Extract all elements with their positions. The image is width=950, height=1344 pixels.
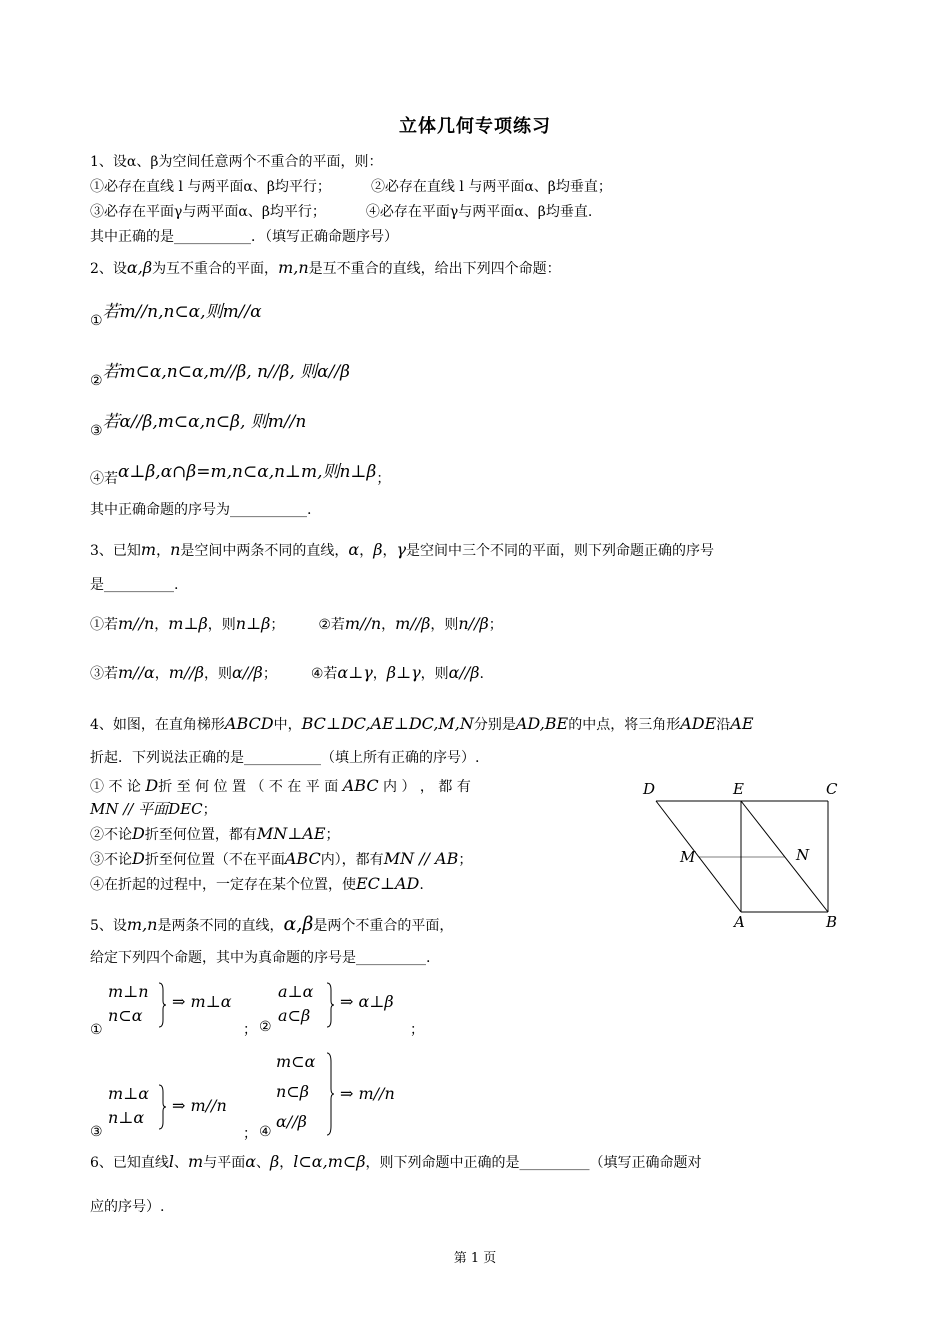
q5-prop-1-number: ①	[90, 1022, 103, 1038]
q3-o2-f: n//β	[458, 614, 489, 633]
q4-condition: BC⊥DC,AE⊥DC,M,N	[301, 714, 474, 733]
q6-text-a: 6、已知直线	[90, 1155, 169, 1171]
q3-o3-a: ③若	[90, 666, 118, 682]
q4-o3-b: 折至何位置（不在平面	[144, 852, 285, 868]
q5-planes: α,β	[283, 913, 314, 935]
q5-prop-2-premise-2: a⊂β	[278, 1006, 311, 1025]
q3-n: n	[170, 540, 181, 559]
q6-text-f: ，则下列命题中正确的是__________（填写正确命题对	[365, 1155, 702, 1171]
q5-prop-2-brace	[326, 982, 334, 1028]
q4-o4-c: .	[419, 877, 424, 893]
q3-text-d: ，	[359, 543, 374, 559]
q5-prop-4-premise-3: α//β	[276, 1112, 307, 1131]
q4-stem	[90, 714, 754, 735]
q3-o4-b: α⊥γ	[337, 663, 373, 682]
q2-item-3-formula: 若α//β,m⊂α,n⊂β, 则m//n	[102, 412, 307, 432]
q3-o3-e: ，则	[203, 666, 232, 682]
page-title: 立体几何专项练习	[399, 116, 551, 137]
q3-o3-b: m//α	[118, 663, 155, 682]
q4-o3-c: 内），都有	[320, 852, 384, 868]
q3-o4-a: ④若	[310, 666, 338, 682]
q3-options-row2	[90, 663, 484, 684]
q4-text-a: 4、如图，在直角梯形	[90, 717, 225, 733]
q3-o4-d: β⊥γ	[386, 663, 421, 682]
q3-gamma: γ	[396, 540, 407, 559]
q2-stem-text-a: 2、设	[90, 261, 127, 277]
q5-prop-1-premise-2: n⊂α	[108, 1006, 143, 1025]
q5-prop-4-premises	[276, 1050, 315, 1134]
q6-text-e: ，	[279, 1155, 294, 1171]
q1-options-row2	[90, 202, 592, 222]
q5-prop-3-brace	[158, 1084, 166, 1130]
edge-EB	[741, 801, 828, 912]
q5-prop-4-premise-1: m⊂α	[276, 1052, 316, 1071]
q2-planes: α,β	[126, 258, 153, 277]
q4-o1-e: MN // 平面DEC	[90, 800, 203, 818]
q4-option-2	[90, 824, 340, 845]
q5-prop-3-conclusion: ⇒ m//n	[172, 1096, 227, 1115]
q4-o3-abc: ABC	[284, 849, 321, 868]
q4-o4-a: ④在折起的过程中，一定存在某个位置，使	[90, 877, 356, 893]
q4-ae: AE	[730, 714, 754, 733]
q2-item-2	[90, 362, 350, 389]
q4-option-1-line1	[90, 776, 471, 797]
q5-prop-4-premise-2: n⊂β	[276, 1082, 309, 1101]
q3-text-c: 是空间中两条不同的直线，	[180, 543, 349, 559]
q3-o4-c: ，	[372, 666, 387, 682]
q2-item-2-formula: 若m⊂α,n⊂α,m//β, n//β, 则α//β	[102, 362, 350, 382]
edge-DA	[656, 801, 741, 912]
q3-o1-g: ；	[270, 617, 285, 633]
q5-text-a: 5、设	[90, 918, 127, 934]
q2-item-1	[90, 302, 262, 329]
q4-o1-b: 折 至 何 位 置 （ 不 在 平 面	[158, 779, 339, 795]
q3-o4-g: .	[479, 666, 484, 682]
q6-text-c: 与平面	[203, 1155, 246, 1171]
q5-prop-3-premise-1: m⊥α	[108, 1084, 150, 1103]
q3-o2-b: m//n	[344, 614, 382, 633]
q2-stem-text-c: 是互不重合的直线，给出下列四个命题：	[308, 261, 561, 277]
q3-o3-d: m//β	[168, 663, 204, 682]
q5-prop-4-conclusion: ⇒ m//n	[340, 1084, 395, 1103]
q1-answer-line: 其中正确的是___________．（填写正确命题序号）	[90, 229, 398, 245]
q4-option-1-line2	[90, 799, 217, 820]
q2-item-3	[90, 412, 307, 439]
q5-prop-2-premises	[278, 980, 313, 1028]
q3-o4-f: α//β	[448, 663, 480, 682]
q5-prop-1-brace	[158, 982, 166, 1028]
q4-option-4	[90, 874, 424, 895]
q5-semicolon-2: ；	[410, 1022, 424, 1038]
q1-stem: 1、设α、β为空间任意两个不重合的平面，则：	[90, 154, 383, 170]
q6-beta: β	[270, 1152, 280, 1171]
q6-m: m	[188, 1152, 204, 1171]
q6-stem	[90, 1152, 702, 1173]
q4-o4-b: EC⊥AD	[356, 874, 420, 893]
q2-item-2-number: ②	[90, 373, 103, 389]
q4-o2-d: D	[132, 824, 145, 843]
q5-prop-3-premise-2: n⊥α	[108, 1108, 145, 1127]
q5-stem	[90, 914, 453, 936]
q4-o1-d: D	[145, 776, 159, 795]
q4-o3-a: ③不论	[90, 852, 132, 868]
q3-text-a: 3、已知	[90, 543, 141, 559]
q3-text-e: ，	[382, 543, 397, 559]
q5-semicolon-3: ；	[243, 1126, 257, 1142]
q2-lines: m,n	[278, 258, 309, 277]
q3-alpha: α	[348, 540, 360, 559]
q5-prop-3-premises	[108, 1082, 149, 1130]
q3-o2-g: ；	[488, 617, 503, 633]
q2-item-4-end: ；	[376, 471, 391, 487]
q2-item-1-formula: 若m//n,n⊂α,则m//α	[102, 302, 262, 322]
q4-o2-b: 折至何位置，都有	[144, 827, 257, 843]
q3-answer-line: 是__________.	[90, 577, 179, 593]
q6-text-d: 、	[256, 1155, 271, 1171]
q3-m: m	[140, 540, 157, 559]
q3-o2-e: ，则	[430, 617, 459, 633]
q5-lines: m,n	[126, 915, 158, 934]
q3-stem	[90, 540, 714, 561]
q2-stem-text-b: 为互不重合的平面，	[152, 261, 279, 277]
q4-o3-f: ；	[458, 852, 473, 868]
q5-text-c: 是两个不重合的平面，	[313, 918, 454, 934]
q5-prop-3-number: ③	[90, 1124, 103, 1140]
q6-l: l	[168, 1152, 175, 1171]
q2-answer-line: 其中正确命题的序号为___________.	[90, 502, 312, 518]
q4-text-c: 分别是	[473, 717, 516, 733]
q4-text-e: 沿	[716, 717, 731, 733]
q5-prop-2-conclusion: ⇒ α⊥β	[340, 992, 394, 1011]
q4-abcd: ABCD	[224, 714, 274, 733]
q6-text-b: 、	[174, 1155, 189, 1171]
q3-o1-a: ①若	[90, 617, 118, 633]
q6-alpha: α	[245, 1152, 257, 1171]
q2-item-1-number: ①	[90, 313, 103, 329]
q4-o2-a: ②不论	[90, 827, 132, 843]
q5-answer-line: 给定下列四个命题，其中为真命题的序号是__________.	[90, 950, 431, 966]
q1-option-3: ③必存在平面γ与两平面α、β均平行；	[90, 204, 326, 220]
q4-ade: ADE	[680, 714, 717, 733]
q3-text-b: ，	[156, 543, 171, 559]
q1-option-2: ②必存在直线 l 与两平面α、β均垂直；	[370, 179, 612, 195]
q3-o2-a: ②若	[318, 617, 345, 633]
q1-option-4: ④必存在平面γ与两平面α、β均垂直.	[365, 204, 593, 220]
q4-text-d: 的中点，将三角形	[568, 717, 681, 733]
q3-text-f: 是空间中三个不同的平面，则下列命题正确的序号	[406, 543, 715, 559]
label-A: A	[734, 913, 745, 931]
q2-stem	[90, 258, 561, 279]
q4-o2-c: MN⊥AE	[256, 824, 326, 843]
q4-adbe: AD,BE	[515, 714, 569, 733]
q3-o1-e: ，则	[207, 617, 236, 633]
q5-semicolon-1: ；	[243, 1022, 257, 1038]
trapezoid-figure	[630, 775, 860, 935]
q4-text-b: 中，	[273, 717, 302, 733]
q6-condition: l⊂α,m⊂β	[293, 1152, 366, 1171]
q4-o2-e: ；	[325, 827, 340, 843]
q2-item-4-formula: α⊥β,α∩β=m,n⊂α,n⊥m,则n⊥β	[118, 462, 377, 482]
q3-o3-f: α//β	[231, 663, 263, 682]
q5-prop-4-number: ④	[259, 1124, 272, 1140]
q2-item-4-number: ④若	[90, 471, 118, 487]
label-N: N	[796, 846, 810, 864]
q5-prop-1-conclusion: ⇒ m⊥α	[172, 992, 232, 1011]
label-D: D	[643, 780, 656, 798]
q4-o1-c: 内 ） ， 都 有	[383, 779, 471, 795]
q2-item-3-number: ③	[90, 423, 103, 439]
q6-line-2: 应的序号）.	[90, 1199, 165, 1215]
q3-o2-d: m//β	[395, 614, 431, 633]
q3-o3-c: ，	[154, 666, 169, 682]
q3-o4-e: ，则	[420, 666, 449, 682]
q4-answer-line: 折起．下列说法正确的是___________（填上所有正确的序号）.	[90, 750, 480, 766]
q3-o2-c: ，	[381, 617, 396, 633]
q1-options-row1	[90, 177, 612, 197]
q4-o3-d: D	[132, 849, 145, 868]
q5-prop-2-premise-1: a⊥α	[278, 982, 314, 1001]
label-B: B	[826, 913, 838, 931]
q5-prop-2-number: ②	[259, 1019, 272, 1035]
page-footer: 第 1 页	[453, 1251, 497, 1266]
q4-o1-abc: ABC	[342, 776, 379, 795]
q3-o1-d: m⊥β	[168, 614, 208, 633]
q5-prop-4-brace	[326, 1052, 334, 1136]
q3-options-row1	[90, 614, 503, 635]
label-C: C	[826, 780, 838, 798]
q3-o1-c: ，	[154, 617, 169, 633]
q4-o1-f: ；	[202, 802, 217, 818]
q1-option-1: ①必存在直线 l 与两平面α、β均平行；	[90, 179, 331, 195]
q5-text-b: 是两条不同的直线，	[157, 918, 284, 934]
label-M: M	[680, 848, 696, 866]
q5-prop-1-premise-1: m⊥n	[108, 982, 149, 1001]
q4-option-3	[90, 849, 472, 870]
q4-o3-e: MN // AB	[383, 849, 459, 868]
label-E: E	[733, 780, 744, 798]
q3-o1-f: n⊥β	[235, 614, 271, 633]
q3-o1-b: m//n	[118, 614, 155, 633]
q3-beta: β	[373, 540, 383, 559]
q4-o1-a: ① 不 论	[90, 779, 141, 795]
q2-item-4	[90, 462, 391, 487]
q5-prop-1-premises	[108, 980, 149, 1028]
q3-o3-g: ；	[262, 666, 277, 682]
